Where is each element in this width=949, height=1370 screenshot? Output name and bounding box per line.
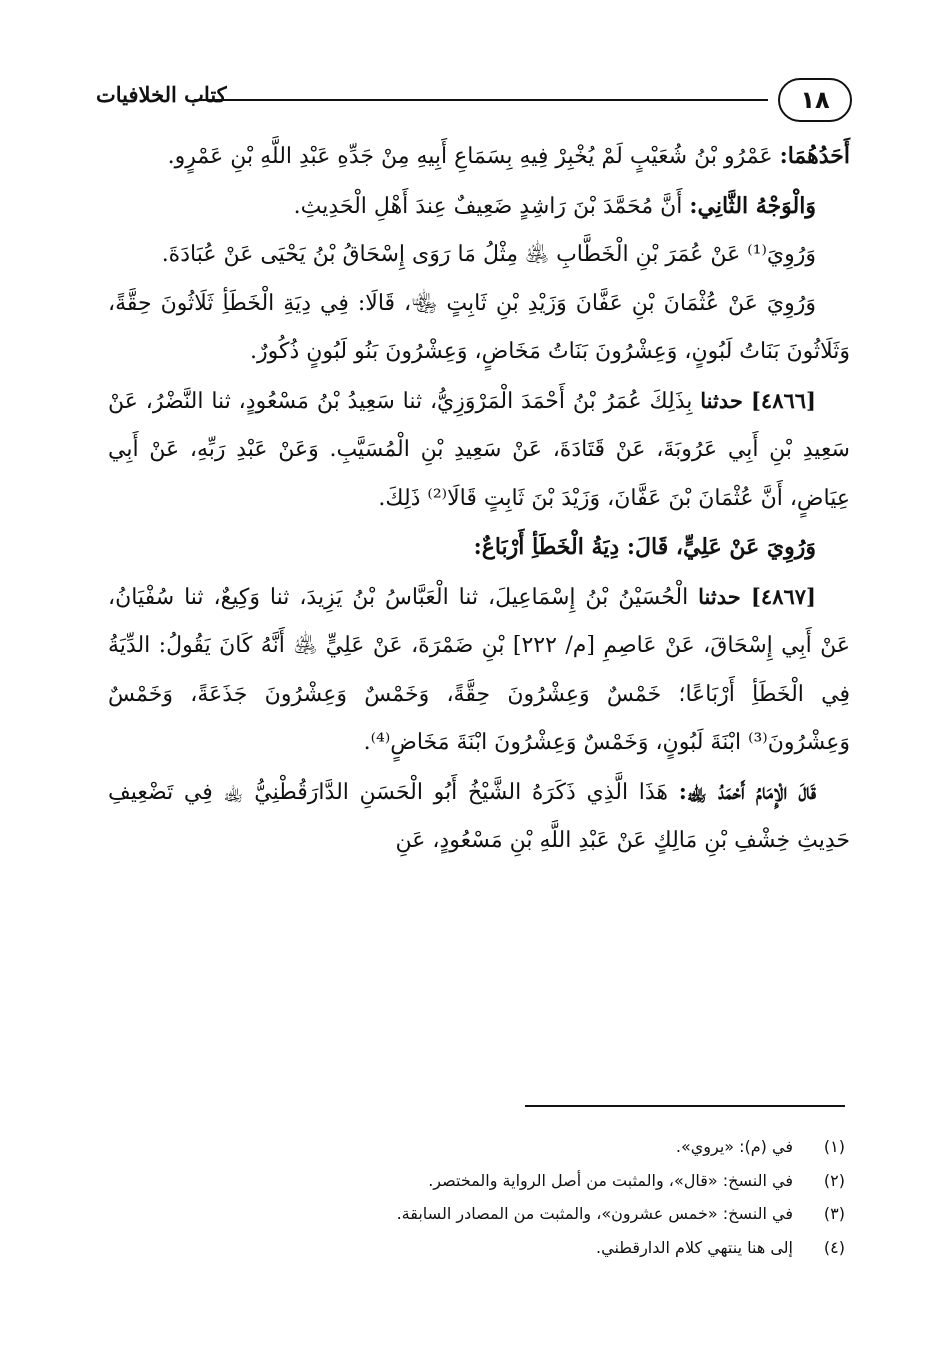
paragraph (108, 182, 850, 232)
footnote-text: إلى هنا ينتهي كلام الدارقطني. (596, 1237, 793, 1257)
footnote-item (100, 1164, 845, 1198)
paragraph (108, 280, 850, 377)
paragraph-text: عَمْرُو بْنُ شُعَيْبٍ لَمْ يُخْبِرْ فِيهِ بِسَمَاعِ أَبِيهِ مِنْ جَدِّهِ عَبْدِ اللَّهِ بْنِ عَمْرٍو. (167, 144, 773, 169)
hadith-paragraph (108, 377, 850, 524)
footnote-item (100, 1130, 845, 1164)
footnote-text: في (م): «يروي». (675, 1137, 793, 1157)
page-number: ١٨ (778, 78, 852, 122)
paragraph-text: وَرُوِيَ عَنْ عُثْمَانَ بْنِ عَفَّانَ وَزَيْدِ بْنِ ثَابِتٍ ﵄، قَالَا: فِي دِيَةِ الْخَطَأِ ثَلَاثُونَ حِقَّةً، وَثَلَاثُونَ بَنَاتُ لَبُونٍ، وَعِشْرُونَ بَنَاتُ مَخَاضٍ، وَعِشْرُونَ بَنُو لَبُونٍ ذُكُورٌ. (108, 290, 850, 364)
paragraph (108, 768, 850, 866)
footnotes (100, 1130, 845, 1264)
paragraph-lead: وَالْوَجْهُ الثَّانِي: (689, 192, 816, 219)
footnote-number: (٢) (823, 1170, 845, 1190)
footnote-number: (٣) (823, 1204, 845, 1224)
footnote-number: (١) (823, 1137, 845, 1157)
paragraph-text: الْحُسَيْنُ بْنُ إِسْمَاعِيلَ، ثنا الْعَبَّاسُ بْنُ يَزِيدَ، ثنا وَكِيعٌ، ثنا سُفْيَانُ، عَنْ أَبِي إِسْحَاقَ، عَنْ عَاصِمِ [م/ ٢٢٢] بْنِ ضَمْرَةَ، عَنْ عَلِيٍّ ﵁ أَنَّهُ كَانَ يَقُولُ: الدِّيَةُ فِي الْخَطَأِ أَرْبَاعًا؛ خَمْسٌ وَعِشْرُونَ حِقَّةً، وَخَمْسٌ وَعِشْرُونَ جَذَعَةً، وَخَمْسٌ وَعِشْرُونَ⁽³⁾ ابْنَةَ لَبُونٍ، وَخَمْسٌ وَعِشْرُونَ ابْنَةَ مَخَاضٍ⁽⁴⁾. (108, 584, 850, 755)
paragraph (108, 132, 850, 182)
paragraph-text: أَنَّ مُحَمَّدَ بْنَ رَاشِدٍ ضَعِيفٌ عِندَ أَهْلِ الْحَدِيثِ. (293, 193, 683, 219)
hadith-paragraph (108, 573, 850, 768)
paragraph-lead: أَحَدُهُمَا: (779, 143, 850, 169)
paragraph (108, 523, 850, 573)
book-title: كتاب الخلافيات (96, 82, 227, 107)
hadith-number: [٤٨٦٦] حدثنا (700, 387, 816, 413)
paragraph (108, 231, 850, 280)
footnote-text: في النسخ: «خمس عشرون»، والمثبت من المصادر السابقة. (396, 1204, 793, 1224)
paragraph-text: بِذَلِكَ عُمَرُ بْنُ أَحْمَدَ الْمَرْوَزِيُّ، ثنا سَعِيدُ بْنُ مَسْعُودٍ، ثنا النَّضْرُ، عَنْ سَعِيدِ بْنِ أَبِي عَرُوبَةَ، عَنْ قَتَادَةَ، عَنْ سَعِيدِ بْنِ الْمُسَيَّبِ. وَعَنْ عَبْدِ رَبِّهِ، عَنْ أَبِي عِيَاضٍ، أَنَّ عُثْمَانَ بْنَ عَفَّانَ، وَزَيْدَ بْنَ ثَابِتٍ قَالَا⁽²⁾ ذَلِكَ. (108, 388, 850, 511)
paragraph-lead: قَالَ الْإِمَامُ أَحْمَدُ ﵀: (678, 778, 816, 805)
page-header (96, 78, 852, 128)
paragraph-text: وَرُوِيَ⁽¹⁾ عَنْ عُمَرَ بْنِ الْخَطَّابِ ﵁ مِثْلُ مَا رَوَى إِسْحَاقُ بْنُ يَحْيَى عَنْ عُبَادَةَ. (161, 242, 816, 267)
footnote-item (100, 1231, 845, 1265)
footnote-number: (٤) (823, 1237, 845, 1257)
footnote-item (100, 1197, 845, 1231)
header-divider (194, 99, 768, 101)
paragraph-lead: وَرُوِيَ عَنْ عَلِيٍّ، قَالَ: دِيَةُ الْخَطَأِ أَرْبَاعٌ: (473, 534, 816, 560)
hadith-number: [٤٨٦٧] حدثنا (698, 583, 816, 609)
footnote-divider (525, 1105, 845, 1107)
main-text (108, 132, 850, 866)
paragraph-text: هَذَا الَّذِي ذَكَرَهُ الشَّيْخُ أَبُو الْحَسَنِ الدَّارَقُطْنِيُّ ﵀ فِي تَضْعِيفِ حَدِيثِ خِشْفِ بْنِ مَالِكٍ عَنْ عَبْدِ اللَّهِ بْنِ مَسْعُودٍ، عَنِ (108, 779, 850, 853)
footnote-text: في النسخ: «قال»، والمثبت من أصل الرواية والمختصر. (428, 1170, 793, 1190)
